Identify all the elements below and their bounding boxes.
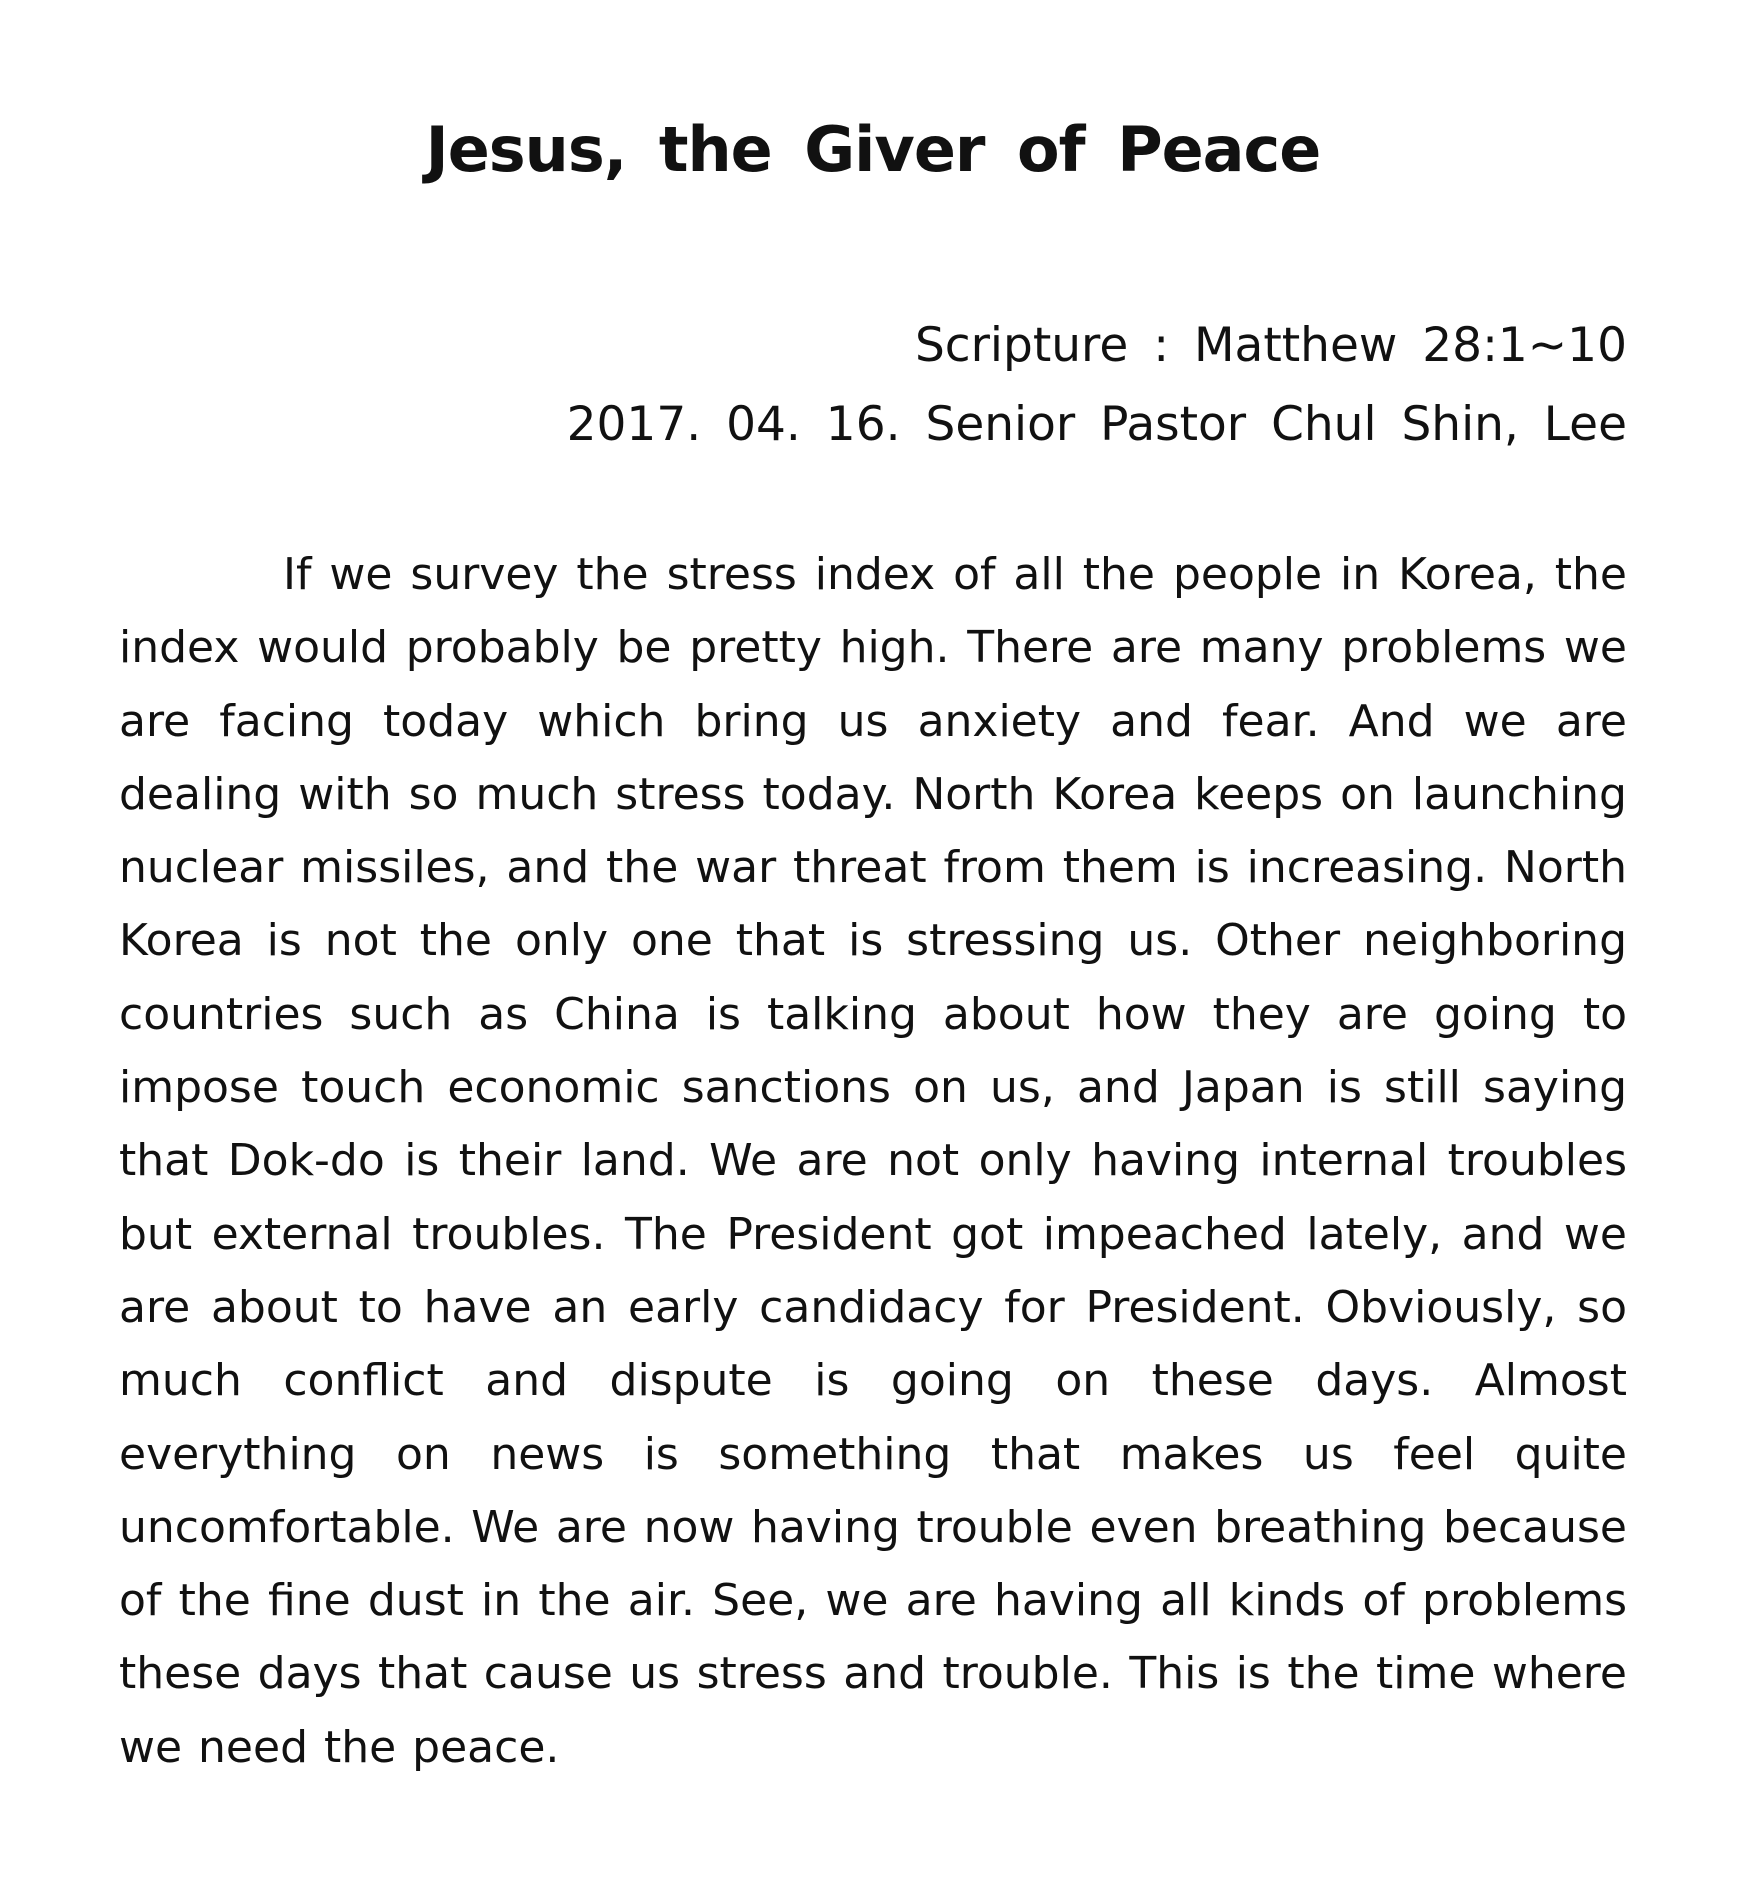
scripture-reference: Scripture : Matthew 28:1~10 [914, 318, 1627, 373]
date-and-author: 2017. 04. 16. Senior Pastor Chul Shin, Lee [566, 397, 1627, 452]
page-title: Jesus, the Giver of Peace [425, 113, 1321, 186]
body-paragraph: If we survey the stress index of all the people in Korea, the index would probably be pretty high. There are many problems we are facing today which bring us anxiety and fear. And we are dealing with so much stress today. North Korea keeps on launching nuclear missiles, and the war threat from them is increasing. North Korea is not the only one that is stressing us. Other neighboring countries such as China is talking about how they are going to impose touch economic sanctions on us, and Japan is still saying that Dok-do is their land. We are not only having internal troubles but external troubles. The President got impeached lately, and we are about to have an early candidacy for President. Obviously, so much conflict and dispute is going on these days. Almost everything on news is something that makes us feel quite uncomfortable. We are now having trouble even breathing because of the fine dust in the air. See, we are having all kinds of problems these days that cause us stress and trouble. This is the time where we need the peace. [119, 549, 1627, 1773]
